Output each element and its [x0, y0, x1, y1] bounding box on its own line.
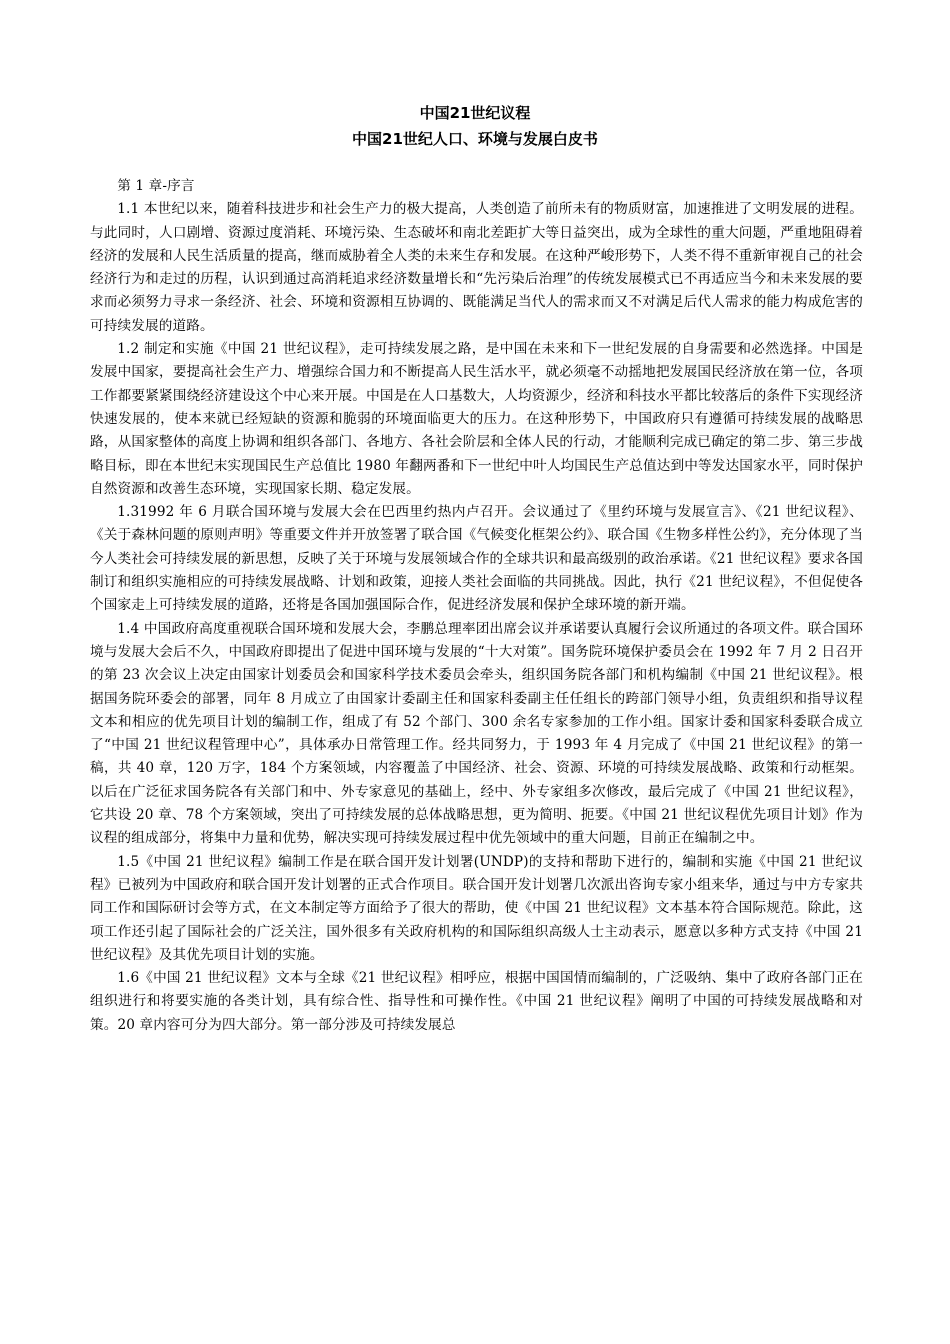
paragraph-1-2: 1.2 制定和实施《中国 21 世纪议程》，走可持续发展之路，是中国在未来和下一世纪发展的自身需要和必然选择。中国是发展中国家，要提高社会生产力、增强综合国力和不断提高人民生活水平，就必须毫不动摇地把发展国民经济放在第一位，各项工作都要紧紧围绕经济建设这个中心来开展。中国是在人口基数大，人均资源少，经济和科技水平都比较落后的条件下实现经济快速发展的，使本来就已经短缺的资源和脆弱的环境面临更大的压力。在这种形势下，中国政府只有遵循可持续发展的战略思路，从国家整体的高度上协调和组织各部门、各地方、各社会阶层和全体人民的行动，才能顺利完成已确定的第二步、第三步战略目标，即在本世纪末实现国民生产总值比 1980 年翻两番和下一世纪中叶人均国民生产总值达到中等发达国家水平，同时保护自然资源和改善生态环境，实现国家长期、稳定发展。 — [90, 341, 863, 497]
document-title: 中国21世纪议程 — [419, 104, 531, 122]
paragraph-1-6: 1.6《中国 21 世纪议程》文本与全球《21 世纪议程》相呼应，根据中国国情而编制的，广泛吸纳、集中了政府各部门正在组织进行和将要实施的各类计划，具有综合性、指导性和可操作性。《中国 21 世纪议程》阐明了中国的可持续发展战略和对策。20 章内容可分为四大部分。第一部分涉及可持续发展总 — [90, 970, 863, 1033]
document-subtitle: 中国21世纪人口、环境与发展白皮书 — [352, 130, 598, 148]
paragraph-1-1: 1.1 本世纪以来，随着科技进步和社会生产力的极大提高，人类创造了前所未有的物质财富，加速推进了文明发展的进程。与此同时，人口剧增、资源过度消耗、环境污染、生态破坏和南北差距扩大等日益突出，成为全球性的重大问题，严重地阻碍着经济的发展和人民生活质量的提高，继而威胁着全人类的未来生存和发展。在这种严峻形势下，人类不得不重新审视自己的社会经济行为和走过的历程，认识到通过高消耗追求经济数量增长和“先污染后治理”的传统发展模式已不再适应当今和未来发展的要求而必须努力寻求一条经济、社会、环境和资源相互协调的、既能满足当代人的需求而又不对满足后代人需求的能力构成危害的可持续发展的道路。 — [90, 201, 863, 334]
paragraph-1-4: 1.4 中国政府高度重视联合国环境和发展大会，李鹏总理率团出席会议并承诺要认真履行会议所通过的各项文件。联合国环境与发展大会后不久，中国政府即提出了促进中国环境与发展的“十大对策”。国务院环境保护委员会在 1992 年 7 月 2 日召开的第 23 次会议上决定由国家计划委员会和国家科学技术委员会牵头，组织国务院各部门和机构编制《中国 21 世纪议程》。根据国务院环委会的部署，同年 8 月成立了由国家计委副主任和国家科委副主任任组长的跨部门领导小组，负责组织和指导议程文本和相应的优先项目计划的编制工作，组成了有 52 个部门、300 余名专家参加的工作小组。国家计委和国家科委联合成立了“中国 21 世纪议程管理中心”，具体承办日常管理工作。经共同努力，于 1993 年 4 月完成了《中国 21 世纪议程》的第一稿，共 40 章，120 万字，184 个方案领域，内容覆盖了中国经济、社会、资源、环境的可持续发展战略、政策和行动框架。以后在广泛征求国务院各有关部门和中、外专家意见的基础上，经中、外专家组多次修改，最后完成了《中国 21 世纪议程》，它共设 20 章、78 个方案领域，突出了可持续发展的总体战略思想，更为简明、扼要。《中国 21 世纪议程优先项目计划》作为议程的组成部分，将集中力量和优势，解决实现可持续发展过程中优先领域中的重大问题，目前正在编制之中。 — [90, 620, 863, 847]
paragraph-1-5: 1.5《中国 21 世纪议程》编制工作是在联合国开发计划署(UNDP)的支持和帮助下进行的，编制和实施《中国 21 世纪议程》已被列为中国政府和联合国开发计划署的正式合作项目。联合国开发计划署几次派出咨询专家小组来华，通过与中方专家共同工作和国际研讨会等方式，在文本制定等方面给予了很大的帮助，使《中国 21 世纪议程》文本基本符合国际规范。除此，这项工作还引起了国际社会的广泛关注，国外很多有关政府机构的和国际组织高级人士主动表示，愿意以多种方式支持《中国 21 世纪议程》及其优先项目计划的实施。 — [90, 853, 863, 963]
chapter-heading: 第 1 章-序言 — [117, 178, 195, 194]
title-block — [0, 100, 950, 152]
document-body — [90, 175, 863, 1037]
paragraph-1-3: 1.31992 年 6 月联合国环境与发展大会在巴西里约热内卢召开。会议通过了《里约环境与发展宣言》、《21 世纪议程》、《关于森林问题的原则声明》等重要文件并开放签署了联合国《气候变化框架公约》、联合国《生物多样性公约》，充分体现了当今人类社会可持续发展的新思想，反映了关于环境与发展领域合作的全球共识和最高级别的政治承诺。《21 世纪议程》要求各国制订和组织实施相应的可持续发展战略、计划和政策，迎接人类社会面临的共同挑战。因此，执行《21 世纪议程》，不但促使各个国家走上可持续发展的道路，还将是各国加强国际合作，促进经济发展和保护全球环境的新开端。 — [90, 504, 863, 614]
